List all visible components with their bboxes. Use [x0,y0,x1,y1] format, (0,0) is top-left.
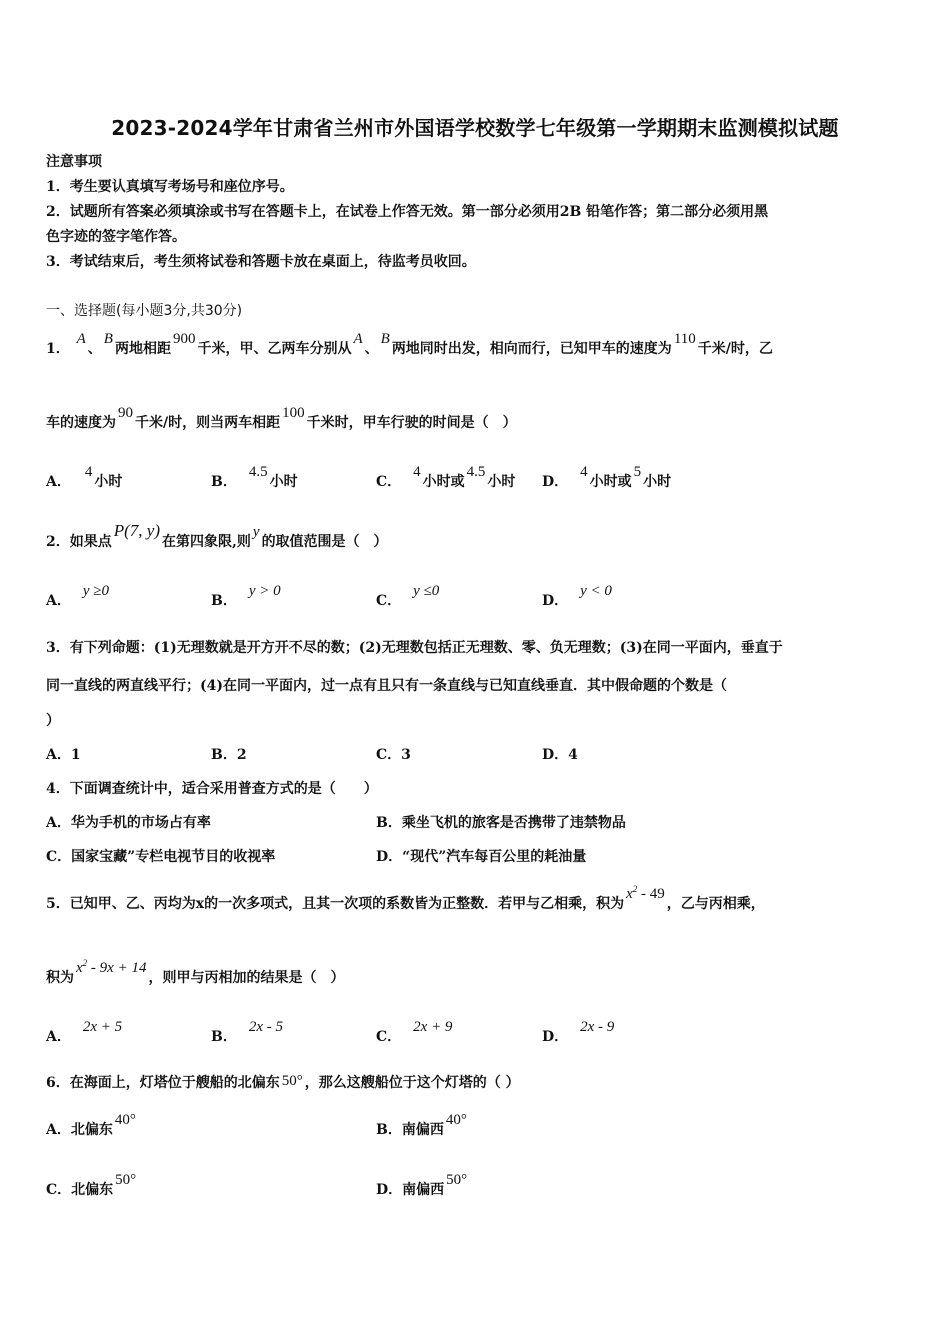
text: 千米/时，则当两车相距 [135,415,281,431]
text: 5．已知甲、乙、丙均为x的一次多项式，且其一次项的系数皆为正整数．若甲与乙相乘，积为 [46,896,625,912]
math-num: 40° [114,1112,136,1128]
text: 积为 [46,970,74,986]
text: 小时或 [589,474,632,490]
option-label: A． [46,1029,71,1045]
notice-item: 3．考试结束后，考生须将试卷和答题卡放在桌面上，待监考员收回。 [46,254,476,270]
question-number: 2．如果点 [46,534,112,550]
text: 在第四象限,则 [162,534,251,550]
option-label: A．北偏东 [46,1122,113,1138]
exponent: 2 [82,958,88,968]
math-num: 5 [633,464,642,480]
option-c: C．国家宝藏”专栏电视节目的收视率 [46,849,276,865]
text: 、 [364,341,379,357]
exponent: 2 [632,884,638,894]
option-a [46,583,111,611]
math-num: 50° [446,1172,468,1188]
math-num: 900 [172,331,196,347]
option-d: D．4 [542,747,578,763]
option-d [542,464,672,492]
math-num: 90 [118,405,133,421]
option-a [46,1112,138,1140]
math-var: x [76,960,83,976]
option-b [211,464,298,492]
math-num: 4.5 [466,464,486,480]
math-num: 110 [673,331,696,347]
question-6 [46,1073,520,1093]
option-label: B． [211,474,237,490]
option-a: A．华为手机的市场占有率 [46,815,211,831]
option-b [211,1019,285,1047]
option-c: C．3 [376,747,411,763]
math-var: B [103,331,113,347]
option-label: B． [211,1029,237,1045]
text: 6．在海面上，灯塔位于艘船的北偏东 [46,1075,280,1091]
text: 的取值范围是（ ） [261,534,388,550]
option-d [542,583,614,611]
math-expr: y > 0 [248,583,281,599]
math-num: 4 [413,464,421,480]
math-num: - 49 [637,886,665,902]
option-a [46,1019,124,1047]
question-3-line-2: 同一直线的两直线平行；(4)在同一平面内，过一点有且只有一条直线与已知直线垂直．其中假命题的个数是（ [46,678,727,694]
question-5-line-1 [46,884,765,915]
math-var: A [353,331,363,347]
text: 小时 [487,474,516,490]
option-b: B．2 [211,747,247,763]
option-c [46,1172,138,1200]
text: ，则甲与丙相加的结果是（ ） [148,970,345,986]
option-b [376,1112,469,1140]
text: 小时 [643,474,672,490]
math-var: x [626,886,633,902]
question-1-line-1 [46,331,773,359]
text: 小时 [94,474,123,490]
math-expr: 2x - 9 [580,1019,615,1035]
math-expr [626,886,665,902]
math-expr [76,960,146,976]
math-num: 100 [282,405,305,421]
option-label: A． [46,474,71,490]
section-heading: 一、选择题(每小题3分,共30分) [46,303,243,319]
math-expr: 2x + 9 [413,1019,453,1035]
option-d [542,1019,616,1047]
question-2 [46,521,388,552]
notice-item: 色字迹的签字笔作答。 [46,229,186,245]
option-d: D．“现代”汽车每百公里的耗油量 [376,849,587,865]
math-num: 40° [445,1112,467,1128]
math-var: A [76,331,86,347]
option-label: C． [376,474,402,490]
option-a: A．1 [46,747,81,763]
text: 两地同时出发，相向而行，已知甲车的速度为 [391,341,672,357]
option-label: B． [211,593,237,609]
math-var: B [380,331,390,347]
notice-item: 2．试题所有答案必须填涂或书写在答题卡上，在试卷上作答无效。第一部分必须用2B 铅笔作答；第二部分必须用黑 [46,204,769,220]
math-num: 4 [580,464,588,480]
math-expr: y < 0 [580,583,612,599]
question-number: 1． [46,341,70,357]
option-label: D．南偏西 [376,1182,445,1198]
math-num: 4 [84,464,93,480]
question-3-line-1: 3．有下列命题：(1)无理数就是开方开不尽的数；(2)无理数包括正无理数、零、负无理数；(3)在同一平面内，垂直于 [46,640,783,656]
math-expr: P(7, y) [113,521,161,540]
math-num: 4.5 [248,464,268,480]
math-var: y [252,524,260,540]
math-num: 50° [115,1172,137,1188]
math-num: 50° [281,1073,303,1089]
page-title: 2023-2024学年甘肃省兰州市外国语学校数学七年级第一学期期末监测模拟试题 [111,116,839,140]
option-c [376,1019,454,1047]
option-label: D． [542,1029,569,1045]
text: 千米时，甲车行驶的时间是（ ） [306,415,517,431]
option-label: B．南偏西 [376,1122,444,1138]
option-b [211,583,283,611]
text: ，那么这艘船位于这个灯塔的（ ） [304,1075,520,1091]
math-expr-tail: - 9x + 14 [87,960,147,976]
text: 车的速度为 [46,415,116,431]
text: 千米/时，乙 [697,341,773,357]
text: 、 [87,341,102,357]
option-a [46,464,123,492]
option-label: D． [542,474,569,490]
math-expr: y ≥0 [82,583,110,599]
notice-heading: 注意事项 [46,154,102,170]
question-1-line-2 [46,405,517,433]
math-expr: y ≤0 [413,583,440,599]
question-3-line-3: ） [46,713,60,729]
math-expr: 2x - 5 [248,1019,283,1035]
math-expr: 2x + 5 [82,1019,123,1035]
notice-item: 1．考生要认真填写考场号和座位序号。 [46,179,294,195]
option-b: B．乘坐飞机的旅客是否携带了违禁物品 [376,815,626,831]
text: 千米，甲、乙两车分别从 [197,341,352,357]
option-c [376,583,441,611]
option-label: C．北偏东 [46,1182,114,1198]
text: ，乙与丙相乘， [666,896,765,912]
question-4: 4．下面调查统计中，适合采用普查方式的是（ ） [46,781,378,797]
option-d [376,1172,469,1200]
option-label: C． [376,593,402,609]
question-5-line-2 [46,958,345,989]
text: 两地相距 [114,341,171,357]
option-c [376,464,516,492]
option-label: D． [542,593,569,609]
text: 小时或 [422,474,465,490]
option-label: A． [46,593,71,609]
text: 小时 [269,474,298,490]
option-label: C． [376,1029,402,1045]
